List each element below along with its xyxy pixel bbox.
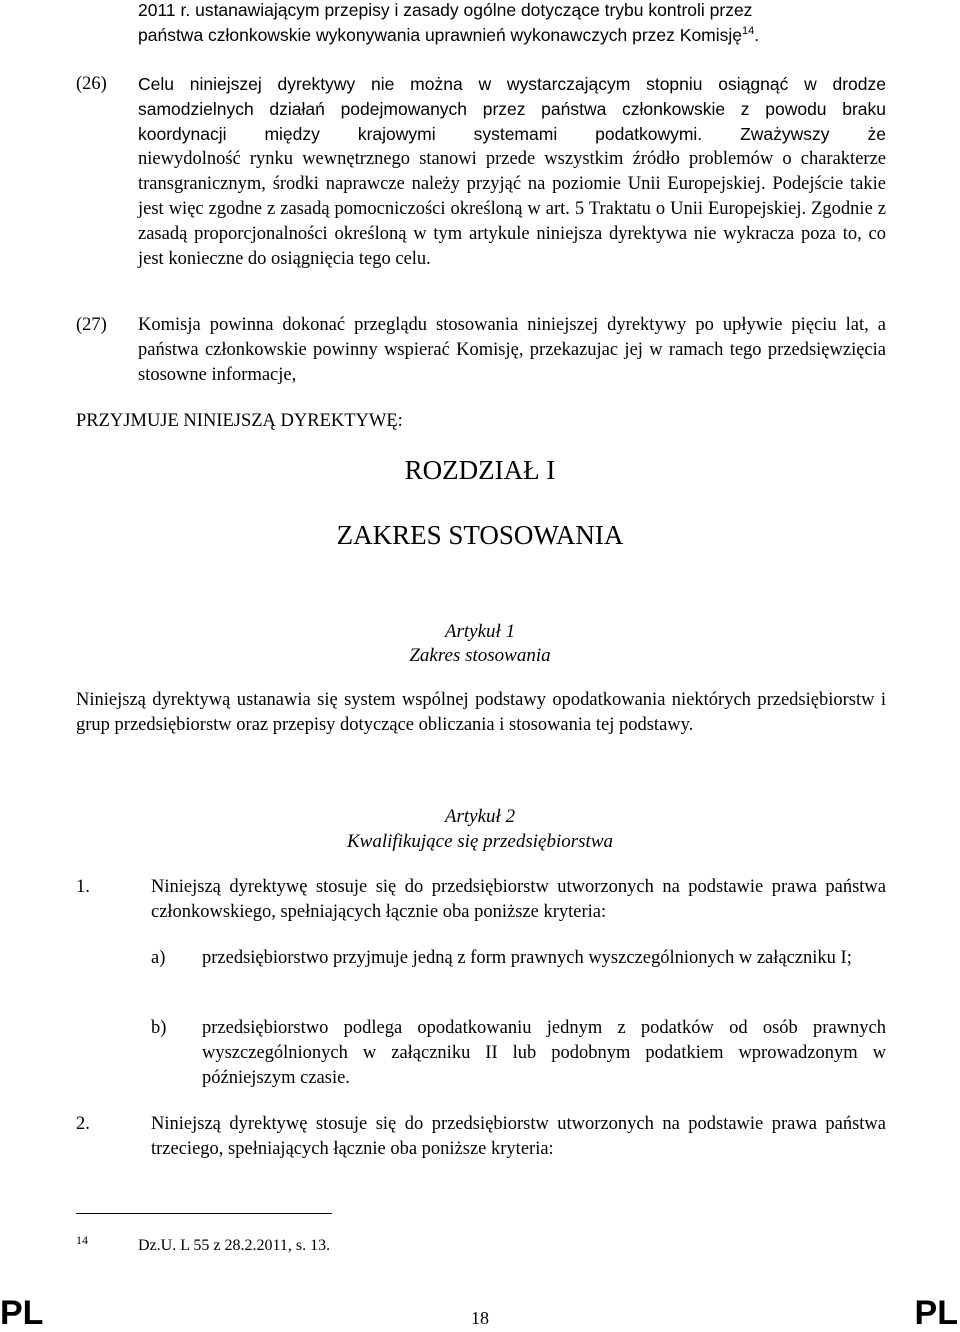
recital-27-number: (27)	[76, 315, 107, 335]
article-2-subitem-a-letter: a)	[151, 948, 166, 968]
article-1-text: Niniejszą dyrektywą ustanawia się system wspólnej podstawy opodatkowania niektórych przedsiębiorstw i grup przedsiębiorstw oraz przepisy dotyczące obliczania i stosowania tej podstawy.	[76, 690, 886, 735]
recital-27-text: Komisja powinna dokonać przeglądu stosowania niniejszej dyrektywy po upływie pięciu lat, a państwa członkowskie powinny wspierać Komisję, przekazujac jej w ramach tego przedsięwzięcia stosowne informacje,	[138, 315, 886, 385]
article-2-subitem-b-letter: b)	[151, 1018, 167, 1038]
article-2-item-1-number: 1.	[76, 877, 90, 897]
page-number: 18	[471, 1308, 489, 1328]
article-2-item-2-number: 2.	[76, 1114, 90, 1134]
footer-language-right: PL	[914, 1294, 958, 1332]
article-1-heading: Artykuł 1	[444, 621, 516, 642]
recital-26-sans-text: Celu niniejszej dyrektywy nie można w wystarczającym stopniu osiągnąć w drodze samodzielnych działań podejmowanych przez państwa członkowskie z powodu braku koordynacji między krajowymi systemami podatkowymi. Zważywszy że	[138, 74, 886, 144]
footnote-separator	[76, 1213, 332, 1214]
footnote-reference: 14	[742, 25, 755, 38]
article-2-item-1-text: Niniejszą dyrektywę stosuje się do przedsiębiorstw utworzonych na podstawie prawa państwa członkowskiego, spełniających łącznie oba poniższe kryteria:	[151, 877, 886, 922]
article-2-heading: Artykuł 2	[444, 806, 516, 827]
article-1-title: Zakres stosowania	[409, 645, 551, 666]
footnote-text: Dz.U. L 55 z 28.2.2011, s. 13.	[138, 1237, 331, 1254]
continued-line-2-text: państwa członkowskie wykonywania uprawnień wykonawczych przez Komisję	[138, 25, 743, 45]
recital-26-number: (26)	[76, 74, 107, 94]
article-2-title: Kwalifikujące się przedsiębiorstwa	[347, 831, 613, 852]
footer-language-left: PL	[0, 1294, 44, 1332]
continued-text	[138, 0, 886, 48]
continued-line-1: 2011 r. ustanawiającym przepisy i zasady ogólne dotyczące trybu kontroli przez	[138, 0, 753, 20]
continued-line-2-end: .	[754, 25, 760, 45]
chapter-title: ROZDZIAŁ I	[404, 455, 556, 485]
article-2-subitem-b-text: przedsiębiorstwo podlega opodatkowaniu jednym z podatków od osób prawnych wyszczególnionych w załączniku II lub podobnym podatkiem wprowadzonym w późniejszym czasie.	[202, 1018, 886, 1088]
footnote-number: 14	[76, 1233, 88, 1247]
recital-26-text: niewydolność rynku wewnętrznego stanowi przede wszystkim źródło problemów o charakterze transgranicznym, środki naprawcze należy przyjąć na poziomie Unii Europejskiej. Podejście takie jest więc zgodne z zasadą pomocniczości określoną w art. 5 Traktatu o Unii Europejskiej. Zgodnie z zasadą proporcjonalności określoną w tym artykule niniejsza dyrektywa nie wykracza poza to, co jest konieczne do osiągnięcia tego celu.	[138, 149, 886, 269]
recital-26	[138, 72, 886, 272]
chapter-subtitle: ZAKRES STOSOWANIA	[336, 520, 624, 550]
continued-line-2	[138, 23, 886, 48]
article-2-subitem-a-text: przedsiębiorstwo przyjmuje jedną z form prawnych wyszczególnionych w załączniku I;	[202, 948, 852, 968]
article-2-item-2-text: Niniejszą dyrektywę stosuje się do przedsiębiorstw utworzonych na podstawie prawa państwa trzeciego, spełniających łącznie oba poniższe kryteria:	[151, 1114, 886, 1159]
adoption-formula: PRZYJMUJE NINIEJSZĄ DYREKTYWĘ:	[76, 411, 403, 431]
